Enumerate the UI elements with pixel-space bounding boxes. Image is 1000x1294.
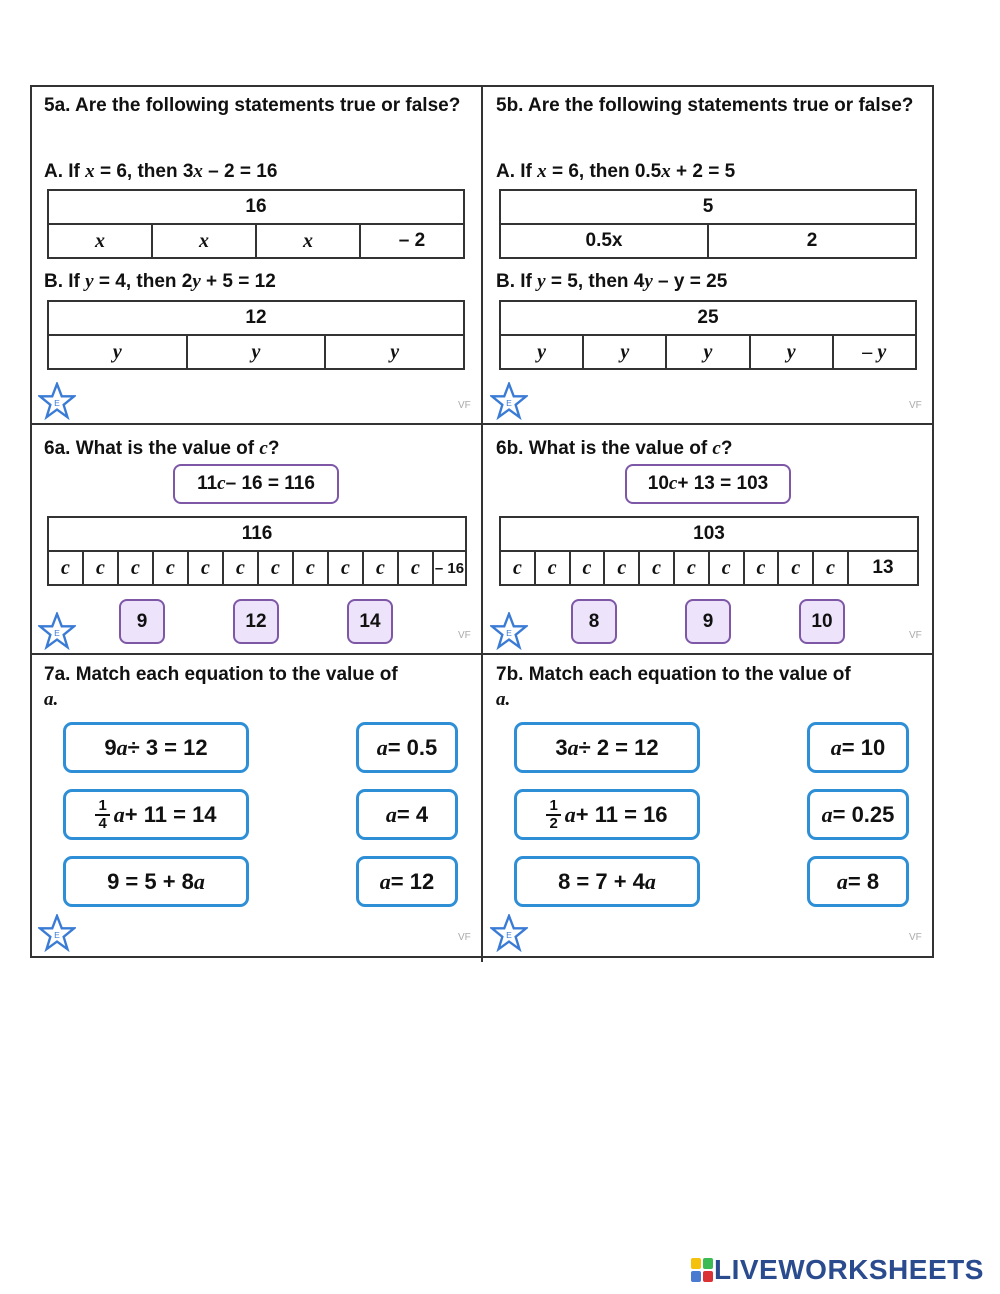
tape-cell: c (223, 551, 258, 585)
q7b-equation-card[interactable]: 3 a ÷ 2 = 12 (514, 722, 700, 773)
logo-icon (690, 1257, 714, 1283)
q7b-value-card[interactable]: a = 8 (807, 856, 909, 907)
tape-cell: c (398, 551, 433, 585)
tape-cell: y (583, 335, 666, 369)
vf-mark: VF (909, 630, 922, 641)
q7a-equation-card[interactable]: $\frac{1}{4}$ a + 11 = 14 (63, 789, 249, 840)
column-divider (481, 85, 483, 962)
q5b-statement-b: B. If y = 5, then 4y – y = 25 (496, 271, 728, 292)
svg-text:E: E (506, 627, 512, 638)
tape-cell: – 2 (360, 224, 464, 258)
tape-cell: c (293, 551, 328, 585)
q6b-option[interactable]: 8 (571, 599, 617, 644)
liveworksheets-logo[interactable] (690, 1254, 984, 1286)
tape-cell: c (363, 551, 398, 585)
q7a-value-card[interactable]: a = 0.5 (356, 722, 458, 773)
tape-cell: y (666, 335, 749, 369)
svg-text:E: E (506, 929, 512, 940)
tape-cell: c (744, 551, 779, 585)
vf-mark: VF (909, 932, 922, 943)
q5a-statement-a: A. If x = 6, then 3x – 2 = 16 (44, 161, 278, 182)
tape-cell: c (153, 551, 188, 585)
q7b-value-card[interactable]: a = 10 (807, 722, 909, 773)
vf-mark: VF (458, 932, 471, 943)
row-divider-1 (30, 423, 934, 425)
q5b-tape-diagram-b (499, 300, 917, 370)
tape-cell: c (258, 551, 293, 585)
tape-cell: c (188, 551, 223, 585)
tape-cell: c (328, 551, 363, 585)
tape-cell: c (813, 551, 848, 585)
tape-total: 103 (500, 517, 918, 551)
tape-cell: c (639, 551, 674, 585)
q7a-title: 7a. Match each equation to the value of a. (44, 664, 398, 710)
q7b-title: 7b. Match each equation to the value of a. (496, 664, 851, 710)
q6a-option[interactable]: 9 (119, 599, 165, 644)
q7b-equation-card[interactable]: 8 = 7 + 4 a (514, 856, 700, 907)
q5a-statement-b: B. If y = 4, then 2y + 5 = 12 (44, 271, 276, 292)
q6a-option[interactable]: 14 (347, 599, 393, 644)
tape-cell: – y (833, 335, 916, 369)
tape-cell: x (256, 224, 360, 258)
q7a-equation-card[interactable]: 9 a ÷ 3 = 12 (63, 722, 249, 773)
q6b-tape-diagram (499, 516, 919, 586)
tape-cell: y (187, 335, 326, 369)
vf-mark: VF (909, 400, 922, 411)
q6b-option[interactable]: 9 (685, 599, 731, 644)
tape-total: 16 (48, 190, 464, 224)
tape-cell: y (750, 335, 833, 369)
svg-text:E: E (506, 397, 512, 408)
row-divider-2 (30, 653, 934, 655)
vf-mark: VF (458, 400, 471, 411)
tape-total: 5 (500, 190, 916, 224)
q6b-equation-box: 10 c + 13 = 103 (625, 464, 791, 504)
svg-text:E: E (54, 929, 60, 940)
tape-total: 25 (500, 301, 916, 335)
tape-cell: c (83, 551, 118, 585)
q7a-value-card[interactable]: a = 4 (356, 789, 458, 840)
tape-cell: c (48, 551, 83, 585)
q5b-tape-diagram-a (499, 189, 917, 259)
q6a-equation-box: 11 c – 16 = 116 (173, 464, 339, 504)
tape-cell: c (778, 551, 813, 585)
tape-cell: 0.5x (500, 224, 708, 258)
row-divider-bottom (30, 956, 934, 958)
tape-cell: c (674, 551, 709, 585)
q5a-tape-diagram-b (47, 300, 465, 370)
q7b-equation-card[interactable]: $\frac{1}{2}$ a + 11 = 16 (514, 789, 700, 840)
star-icon[interactable] (38, 382, 76, 420)
q6b-title: 6b. What is the value of c? (496, 438, 733, 459)
q6a-option[interactable]: 12 (233, 599, 279, 644)
tape-cell: c (570, 551, 605, 585)
tape-total: 12 (48, 301, 464, 335)
tape-cell: c (709, 551, 744, 585)
q6a-tape-diagram (47, 516, 467, 586)
star-icon[interactable] (38, 914, 76, 952)
svg-text:E: E (54, 627, 60, 638)
q6a-title: 6a. What is the value of c? (44, 438, 280, 459)
q6b-option[interactable]: 10 (799, 599, 845, 644)
q5b-title: 5b. Are the following statements true or false? (496, 95, 914, 116)
tape-cell: y (500, 335, 583, 369)
star-icon[interactable] (490, 382, 528, 420)
tape-cell: c (500, 551, 535, 585)
tape-cell: c (535, 551, 570, 585)
tape-cell: 2 (708, 224, 916, 258)
q5a-tape-diagram-a (47, 189, 465, 259)
q7b-value-card[interactable]: a = 0.25 (807, 789, 909, 840)
tape-cell: – 16 (433, 551, 466, 585)
logo-text: LIVEWORKSHEETS (714, 1254, 984, 1285)
tape-cell: y (325, 335, 464, 369)
tape-cell: x (48, 224, 152, 258)
tape-cell: x (152, 224, 256, 258)
vf-mark: VF (458, 630, 471, 641)
tape-cell: y (48, 335, 187, 369)
tape-total: 116 (48, 517, 466, 551)
tape-cell: c (118, 551, 153, 585)
star-icon[interactable] (490, 914, 528, 952)
tape-cell: c (604, 551, 639, 585)
q7a-value-card[interactable]: a = 12 (356, 856, 458, 907)
q5b-statement-a: A. If x = 6, then 0.5x + 2 = 5 (496, 161, 736, 182)
star-icon[interactable] (38, 612, 76, 650)
tape-cell: 13 (848, 551, 918, 585)
star-icon[interactable] (490, 612, 528, 650)
q7a-equation-card[interactable]: 9 = 5 + 8 a (63, 856, 249, 907)
q5a-title: 5a. Are the following statements true or false? (44, 95, 461, 116)
svg-text:E: E (54, 397, 60, 408)
